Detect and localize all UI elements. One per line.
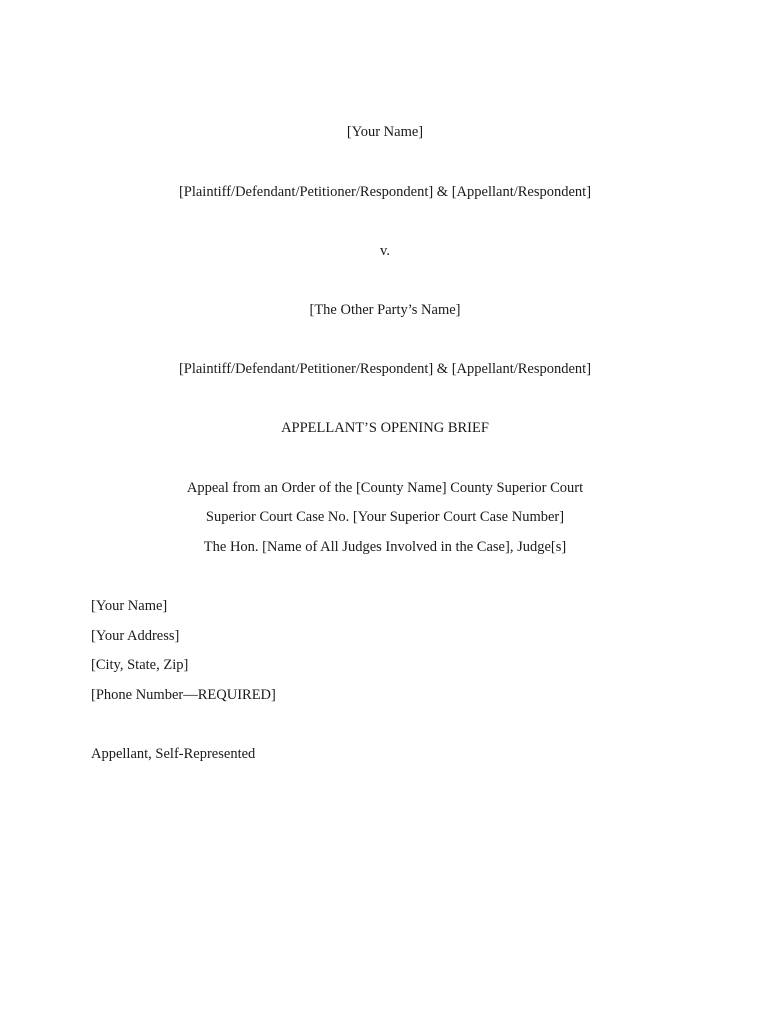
document-title: APPELLANT’S OPENING BRIEF	[281, 420, 489, 436]
other-party-name: [The Other Party’s Name]	[309, 302, 461, 318]
other-party-role: [Plaintiff/Defendant/Petitioner/Respondent] & [Appellant/Respondent]	[178, 361, 592, 377]
appellant-name: [Your Name]	[346, 124, 424, 140]
signature-role: Appellant, Self-Represented	[91, 746, 256, 762]
versus-text: v.	[380, 243, 390, 259]
appeal-info-line-3: The Hon. [Name of All Judges Involved in the Case], Judge[s]	[203, 539, 567, 555]
contact-phone: [Phone Number—REQUIRED]	[91, 687, 276, 703]
appellant-role: [Plaintiff/Defendant/Petitioner/Respondent] & [Appellant/Respondent]	[178, 184, 592, 200]
appeal-info-line-2: Superior Court Case No. [Your Superior Court Case Number]	[205, 509, 565, 525]
contact-city-state-zip: [City, State, Zip]	[91, 657, 189, 673]
appeal-info-line-1: Appeal from an Order of the [County Name] County Superior Court	[186, 480, 584, 496]
contact-address: [Your Address]	[91, 628, 180, 644]
contact-name: [Your Name]	[91, 598, 168, 614]
